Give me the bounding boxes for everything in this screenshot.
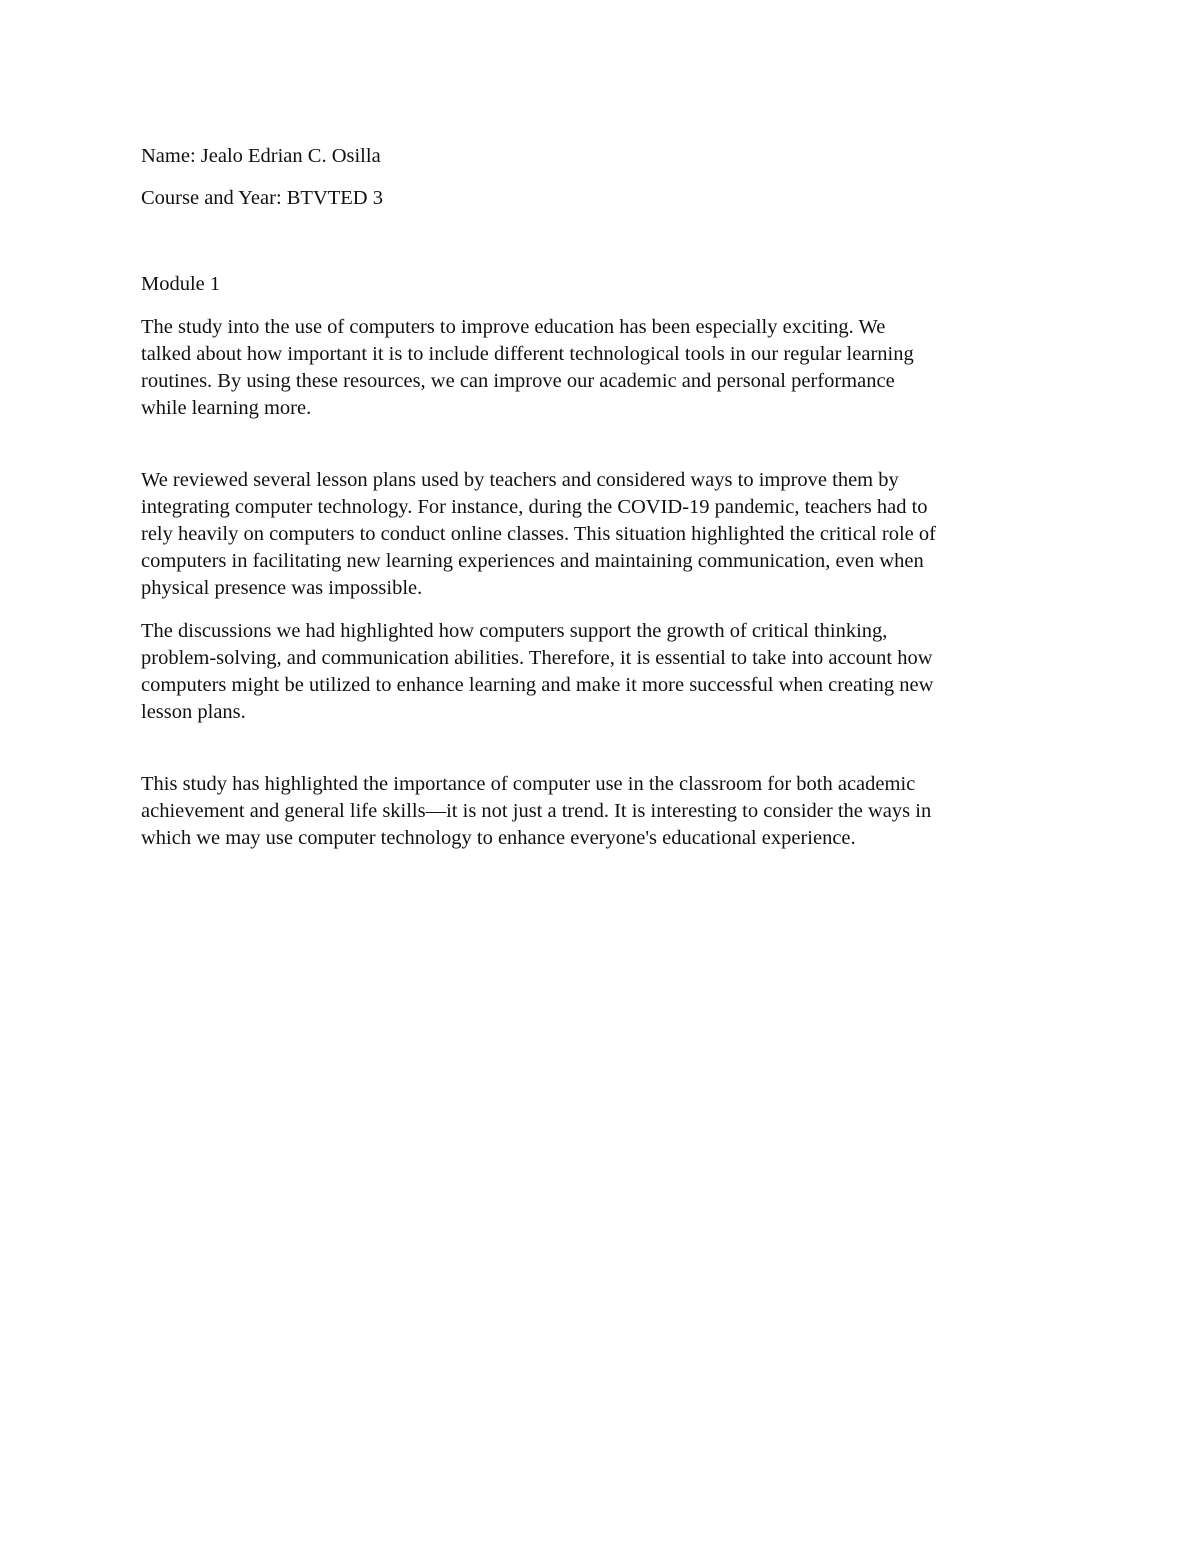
paragraph-line: computers in facilitating new learning experiences and maintaining communication, even when [141, 550, 924, 572]
paragraph-line: physical presence was impossible. [141, 577, 423, 599]
paragraph-line: The study into the use of computers to improve education has been especially exciting. We [141, 316, 886, 338]
paragraph-line: which we may use computer technology to enhance everyone's educational experience. [141, 827, 856, 849]
paragraph-line: integrating computer technology. For instance, during the COVID-19 pandemic, teachers had to [141, 496, 928, 518]
paragraph-line: We reviewed several lesson plans used by teachers and considered ways to improve them by [141, 469, 899, 491]
paragraph-line: lesson plans. [141, 701, 246, 723]
paragraph-line: problem-solving, and communication abilities. Therefore, it is essential to take into account how [141, 647, 933, 669]
document-body [141, 143, 1066, 852]
paragraph-3 [141, 618, 1066, 726]
module-title: Module 1 [141, 273, 221, 295]
paragraph-1 [141, 314, 1066, 422]
paragraph-2 [141, 467, 1066, 602]
paragraph-line: routines. By using these resources, we can improve our academic and personal performance [141, 370, 895, 392]
paragraph-line: talked about how important it is to include different technological tools in our regular learning [141, 343, 914, 365]
student-name: Name: Jealo Edrian C. Osilla [141, 145, 381, 167]
paragraph-line: computers might be utilized to enhance learning and make it more successful when creating new [141, 674, 934, 696]
paragraph-line: while learning more. [141, 397, 312, 419]
paragraph-4 [141, 771, 1066, 852]
course-and-year: Course and Year: BTVTED 3 [141, 187, 383, 209]
paragraph-line: The discussions we had highlighted how computers support the growth of critical thinking, [141, 620, 888, 642]
paragraph-line: achievement and general life skills—it is not just a trend. It is interesting to consider the ways in [141, 800, 932, 822]
paragraph-line: rely heavily on computers to conduct online classes. This situation highlighted the critical role of [141, 523, 936, 545]
paragraph-line: This study has highlighted the importance of computer use in the classroom for both academic [141, 773, 916, 795]
